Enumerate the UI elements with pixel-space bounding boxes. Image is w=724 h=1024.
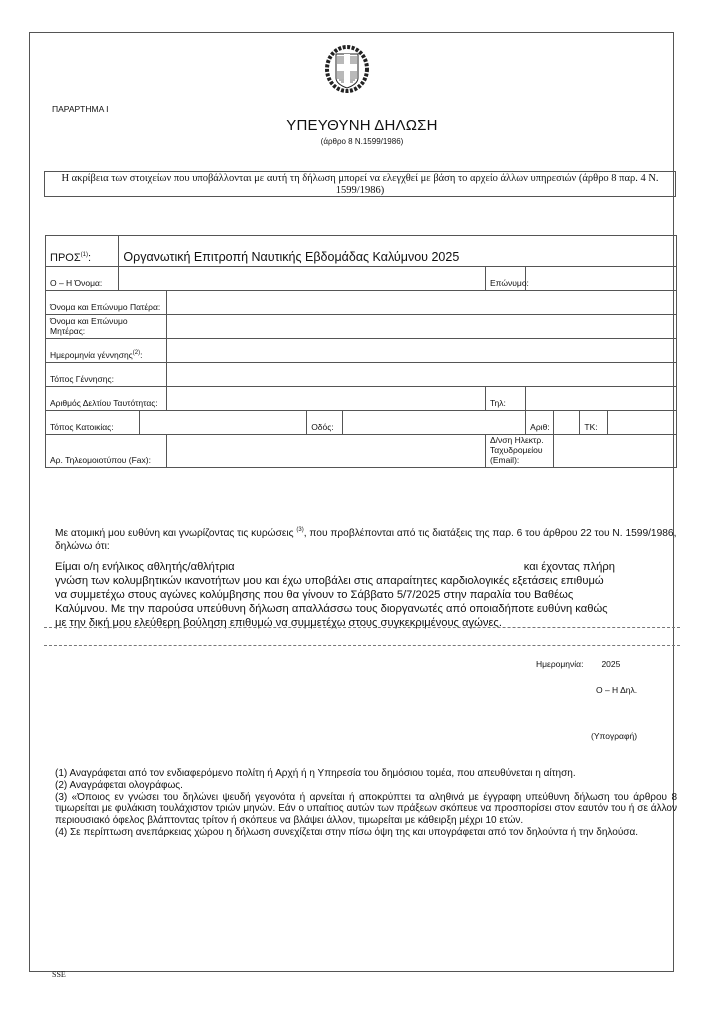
email-label-cell bbox=[485, 435, 553, 468]
first-name-field[interactable] bbox=[119, 267, 486, 291]
form-row-recipient bbox=[46, 236, 677, 267]
form-row-birthplace bbox=[46, 363, 677, 387]
recipient-value: Οργανωτική Επιτροπή Ναυτικής Εβδομάδας Καλύμνου 2025 bbox=[123, 250, 460, 264]
declaration-line-right: και έχοντας πλήρη bbox=[523, 561, 615, 573]
form-row-name bbox=[46, 267, 677, 291]
id-number-field[interactable] bbox=[166, 387, 485, 411]
number-field[interactable] bbox=[554, 411, 580, 435]
recipient-label: ΠΡΟΣ bbox=[50, 252, 81, 264]
birthdate-label-cell: Ημερομηνία γέννησης$^{(2)}$: bbox=[46, 339, 167, 363]
recipient-value-cell[interactable] bbox=[119, 236, 677, 267]
declaration-line bbox=[55, 560, 615, 574]
declaration-line: γνώση των κολυμβητικών ικανοτήτων μου και έχω υποβάλει στις απαραίτητες καρδιολογικές εξετάσεις επιθυμώ bbox=[55, 575, 604, 587]
footnotes bbox=[55, 768, 677, 839]
dashed-line bbox=[44, 627, 680, 628]
postcode-field[interactable] bbox=[607, 411, 676, 435]
fax-field[interactable] bbox=[166, 435, 485, 468]
footer-code: SSE bbox=[52, 970, 66, 979]
date-year: 2025 bbox=[601, 659, 621, 669]
verification-notice: Η ακρίβεια των στοιχείων που υποβάλλονται με αυτή τη δήλωση μπορεί να ελεγχθεί με βάση το αρχείο άλλων υπηρεσιών (άρθρο 8 παρ. 4 Ν. 1599/1986) bbox=[44, 171, 676, 197]
form-row-mother bbox=[46, 315, 677, 339]
email-field[interactable] bbox=[554, 435, 677, 468]
greek-coat-of-arms-icon bbox=[322, 44, 372, 96]
footnote-ref: (3) bbox=[296, 527, 304, 533]
phone-field[interactable] bbox=[526, 387, 677, 411]
mother-name-field[interactable] bbox=[166, 315, 676, 339]
footnote-ref: (2) bbox=[132, 350, 141, 356]
declaration-line: με την δική μου ελεύθερη βούληση επιθυμώ να συμμετέχω στους συγκεκριμένους αγώνες. bbox=[55, 617, 502, 629]
fax-label: Αρ. Τηλεομοιοτύπου (Fax): bbox=[46, 435, 167, 468]
residence-label: Τόπος Κατοικίας: bbox=[46, 411, 140, 435]
birthplace-field[interactable] bbox=[166, 363, 676, 387]
father-name-field[interactable] bbox=[166, 291, 676, 315]
id-number-label: Αριθμός Δελτίου Ταυτότητας: bbox=[46, 387, 167, 411]
footnote-ref: (1) bbox=[80, 252, 88, 258]
recipient-label-cell: ΠΡΟΣ$^{(1)}$: bbox=[46, 236, 119, 267]
footnote: (3) «Όποιος εν γνώσει του δηλώνει ψευδή γεγονότα ή αρνείται ή αποκρύπτει τα αληθινά με έγγραφη υπεύθυνη δήλωση του άρθρου 8 τιμωρείται με φυλάκιση τουλάχιστον τριών μηνών. Εάν ο υπαίτιος αυτών των πράξεων σκόπευε να προσπορίσει στον εαυτόν του ή σε άλλον περιουσιακό όφελος βλάπτοντας τρίτον ή σκόπευε να βλάψει άλλον, τιμωρείται με κάθειρξη μέχρι 10 ετών. bbox=[55, 791, 677, 827]
declaration-line: να συμμετέχω στους αγώνες κολύμβησης που θα γίνουν το Σάββατο 5/7/2025 στην παραλία του Βαθέως bbox=[55, 589, 574, 601]
footnote: (2) Αναγράφεται ολογράφως. bbox=[55, 779, 183, 791]
postcode-label: ΤΚ: bbox=[580, 411, 607, 435]
email-label-line: Δ/νση Ηλεκτρ. bbox=[489, 435, 544, 445]
mother-name-label: Όνομα και Επώνυμο Μητέρας: bbox=[46, 315, 167, 339]
dashed-line bbox=[44, 645, 680, 646]
footnote: (4) Σε περίπτωση ανεπάρκειας χώρου η δήλωση συνεχίζεται στην πίσω όψη της και υπογράφεται από τον δηλούντα ή την δηλούσα. bbox=[55, 826, 639, 838]
personal-details-form bbox=[45, 235, 677, 468]
surname-field[interactable] bbox=[526, 267, 677, 291]
phone-label: Τηλ: bbox=[485, 387, 525, 411]
email-label-line: (Email): bbox=[489, 455, 520, 465]
street-label: Οδός: bbox=[307, 411, 343, 435]
date-label: Ημερομηνία: bbox=[536, 659, 584, 669]
signature-field[interactable]: (Υπογραφή) bbox=[591, 731, 638, 741]
page-subtitle: (άρθρο 8 Ν.1599/1986) bbox=[320, 137, 404, 146]
declaration-line: Καλύμνου. Με την παρούσα υπεύθυνη δήλωση απαλλάσσω τους διοργανωτές από οποιαδήποτε ευθύνη καθώς bbox=[55, 603, 608, 615]
form-row-father bbox=[46, 291, 677, 315]
declaration-line-left: Είμαι ο/η ενήλικος αθλητής/αθλήτρια bbox=[55, 561, 235, 573]
declaration-body bbox=[55, 560, 677, 630]
first-name-label: Ο – Η Όνομα: bbox=[46, 267, 119, 291]
street-field[interactable] bbox=[343, 411, 526, 435]
number-label: Αριθ: bbox=[526, 411, 554, 435]
date-field[interactable] bbox=[536, 659, 620, 669]
residence-field[interactable] bbox=[140, 411, 307, 435]
declarant-label: Ο – Η Δηλ. bbox=[596, 685, 638, 695]
form-row-contact bbox=[46, 435, 677, 468]
annex-label: ΠΑΡΑΡΤΗΜΑ Ι bbox=[52, 104, 109, 114]
birthdate-label: Ημερομηνία γέννησης bbox=[50, 350, 133, 360]
birthdate-field[interactable] bbox=[166, 339, 676, 363]
footnote: (1) Αναγράφεται από τον ενδιαφερόμενο πολίτη ή Αρχή ή η Υπηρεσία του δημόσιου τομέα, που απευθύνεται η αίτηση. bbox=[55, 768, 576, 779]
declaration-intro: Με ατομική μου ευθύνη και γνωρίζοντας τις κυρώσεις $^{(3)}$, που προβλέπονται από τις διατάξεις της παρ. 6 του άρθρου 22 του Ν. 1599/1986, δηλώνω ότι: bbox=[55, 527, 677, 552]
birthplace-label: Τόπος Γέννησης: bbox=[46, 363, 167, 387]
email-label-line: Ταχυδρομείου bbox=[489, 445, 543, 455]
page-title: ΥΠΕΥΘΥΝΗ ΔΗΛΩΣΗ bbox=[286, 117, 438, 134]
surname-label: Επώνυμο: bbox=[485, 267, 525, 291]
form-row-id bbox=[46, 387, 677, 411]
form-row-address bbox=[46, 411, 677, 435]
father-name-label: Όνομα και Επώνυμο Πατέρα: bbox=[46, 291, 167, 315]
form-row-birthdate bbox=[46, 339, 677, 363]
